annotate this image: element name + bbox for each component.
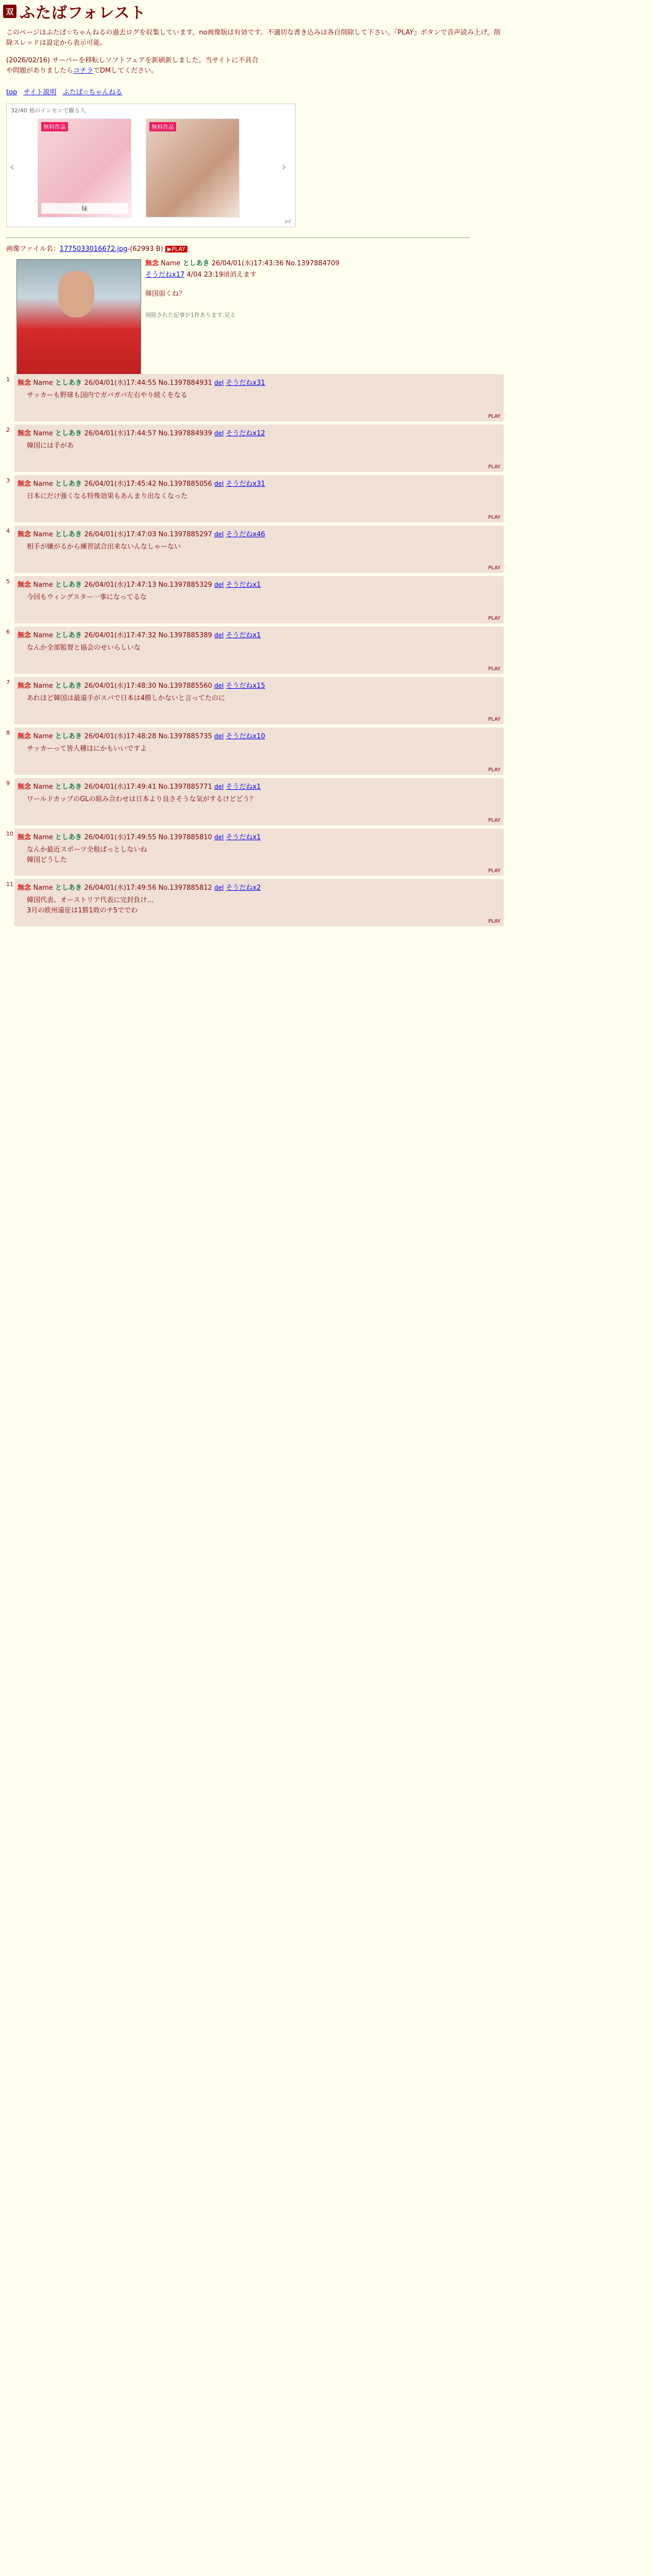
reply-body: ワールドカップのGLの組み合わせは日本より良さそうな気がするけどどう？ bbox=[27, 795, 256, 803]
notice-text: でDMしてください。 bbox=[93, 67, 158, 75]
reply-body: サッカーって皆人種ほにかもいいですよ bbox=[27, 745, 147, 753]
reply-post bbox=[6, 778, 504, 825]
reply-subject: 無念 bbox=[18, 581, 33, 589]
reply-meta bbox=[18, 781, 261, 791]
reply-subject: 無念 bbox=[18, 531, 33, 538]
reply-sodane-button[interactable]: そうだねx10 bbox=[226, 733, 265, 740]
reply-date: 26/04/01(水)17:48:30 No.1397885560 bbox=[84, 682, 215, 690]
reply-number: 1 bbox=[6, 376, 10, 383]
reply-date: 26/04/01(水)17:47:32 No.1397885389 bbox=[84, 632, 215, 639]
reply-date: 26/04/01(水)17:45:42 No.1397885056 bbox=[84, 480, 215, 488]
reply-sodane-button[interactable]: そうだねx31 bbox=[226, 379, 265, 387]
reply-del-link[interactable]: del bbox=[214, 632, 224, 639]
ad-card[interactable] bbox=[38, 118, 131, 217]
reply-name-label: Name bbox=[33, 480, 56, 488]
reply-date: 26/04/01(水)17:47:03 No.1397885297 bbox=[84, 531, 215, 538]
play-button[interactable]: PLAY bbox=[488, 515, 501, 520]
reply-body: 今回もウィングスター一事になってるな bbox=[27, 594, 147, 601]
file-label: 画像ファイル名： bbox=[6, 245, 60, 253]
reply-post bbox=[6, 727, 504, 775]
reply-name-label: Name bbox=[33, 379, 56, 387]
reply-meta bbox=[18, 579, 261, 589]
reply-del-link[interactable]: del bbox=[214, 733, 224, 740]
reply-sodane-button[interactable]: そうだねx1 bbox=[226, 632, 261, 639]
play-button[interactable]: PLAY bbox=[488, 616, 501, 621]
reply-date: 26/04/01(水)17:44:55 No.1397884931 bbox=[84, 379, 215, 387]
reply-name-label: Name bbox=[33, 733, 56, 740]
reply-meta bbox=[18, 731, 265, 740]
reply-name-label: Name bbox=[33, 884, 56, 892]
play-button[interactable]: PLAY bbox=[488, 565, 501, 571]
reply-body: なんか最近スポーツ全般ぱっとしないね 韓国どうした bbox=[27, 846, 147, 864]
nav-futaba-link[interactable]: ふたば☆ちゃんねる bbox=[62, 89, 123, 96]
reply-author: としあき bbox=[55, 783, 84, 791]
reply-sodane-button[interactable]: そうだねx46 bbox=[226, 531, 265, 538]
reply-post bbox=[6, 626, 504, 674]
reply-author: としあき bbox=[55, 531, 84, 538]
op-name-label: Name bbox=[161, 260, 181, 267]
file-link[interactable]: 1775033016672.jpg bbox=[59, 245, 128, 253]
play-button[interactable]: PLAY bbox=[488, 414, 501, 419]
reply-body: なんか全部監督と協会のせいらしいな bbox=[27, 644, 141, 652]
play-button[interactable]: PLAY bbox=[488, 666, 501, 672]
reply-meta bbox=[18, 377, 265, 387]
reply-date: 26/04/01(水)17:49:55 No.1397885810 bbox=[84, 834, 215, 841]
op-sodane-button[interactable]: そうだねx17 bbox=[145, 271, 185, 279]
reply-author: としあき bbox=[55, 379, 84, 387]
reply-meta bbox=[18, 680, 265, 690]
reply-number: 10 bbox=[6, 831, 13, 837]
op-expire: 4/04 23:19頃消えます bbox=[186, 271, 257, 279]
reply-sodane-button[interactable]: そうだねx31 bbox=[226, 480, 265, 488]
reply-date: 26/04/01(水)17:47:13 No.1397885329 bbox=[84, 581, 215, 589]
reply-del-link[interactable]: del bbox=[214, 783, 224, 790]
reply-del-link[interactable]: del bbox=[214, 531, 224, 538]
reply-sodane-button[interactable]: そうだねx15 bbox=[226, 682, 265, 690]
nav-top-link[interactable]: top bbox=[6, 89, 18, 96]
play-button[interactable]: PLAY bbox=[488, 767, 501, 773]
reply-sodane-button[interactable]: そうだねx1 bbox=[226, 581, 261, 589]
play-button[interactable]: PLAY bbox=[488, 717, 501, 722]
description-line: このページはふたば☆ちゃんねるの過去ログを収集しています。no画像版は有効です。不適切な書き込みは各自削除して下さい。『PLAY』ボタンで音声読み上げ。削 bbox=[6, 29, 501, 37]
reply-number: 2 bbox=[6, 427, 10, 433]
reply-author: としあき bbox=[55, 632, 84, 639]
op-note: 削除された記事が1件あります.見る bbox=[145, 312, 236, 318]
op-date: 26/04/01(水)17:43:36 No.1397884709 bbox=[211, 260, 340, 267]
reply-meta bbox=[18, 630, 261, 639]
reply-name-label: Name bbox=[33, 834, 56, 841]
ad-next-icon[interactable]: › bbox=[282, 161, 286, 174]
reply-del-link[interactable]: del bbox=[214, 682, 224, 689]
reply-del-link[interactable]: del bbox=[214, 884, 224, 891]
reply-post bbox=[6, 526, 504, 573]
reply-del-link[interactable]: del bbox=[214, 581, 224, 588]
reply-subject: 無念 bbox=[18, 379, 33, 387]
file-size: -(62993 B) bbox=[127, 245, 163, 253]
reply-body: あれほど韓国は最遠手がスバで日本は4勝しかないと言ってたのに bbox=[27, 694, 226, 702]
reply-subject: 無念 bbox=[18, 834, 33, 841]
reply-body: 日本にだけ強くなる特殊効果もあんまり出なくなった bbox=[27, 493, 188, 500]
reply-author: としあき bbox=[55, 733, 84, 740]
reply-name-label: Name bbox=[33, 783, 56, 791]
contact-link[interactable]: コチラ bbox=[73, 67, 94, 75]
op-body: 韓国弱くね？ bbox=[145, 290, 186, 298]
reply-post bbox=[6, 425, 504, 472]
reply-del-link[interactable]: del bbox=[214, 379, 224, 386]
op-subject: 無念 bbox=[145, 260, 159, 267]
reply-number: 4 bbox=[6, 528, 10, 534]
ad-caption: 妹 bbox=[41, 203, 128, 214]
op-image[interactable] bbox=[16, 259, 141, 387]
ad-label: ad bbox=[284, 219, 291, 225]
ad-card[interactable] bbox=[146, 118, 239, 217]
play-button[interactable]: PLAY bbox=[488, 868, 501, 874]
reply-sodane-button[interactable]: そうだねx2 bbox=[226, 884, 261, 892]
reply-author: としあき bbox=[55, 682, 84, 690]
reply-body: 韓国には手があ bbox=[27, 442, 74, 450]
reply-author: としあき bbox=[55, 581, 84, 589]
reply-body: サッカーも野球も国内でガバガバ左右やり続くをなる bbox=[27, 392, 187, 399]
reply-number: 9 bbox=[6, 780, 10, 787]
ad-banner[interactable] bbox=[6, 104, 296, 227]
ad-prev-icon[interactable]: ‹ bbox=[10, 161, 14, 174]
play-button[interactable]: PLAY bbox=[488, 919, 501, 924]
reply-del-link[interactable]: del bbox=[214, 834, 224, 841]
reply-name-label: Name bbox=[33, 430, 56, 437]
reply-del-link[interactable]: del bbox=[214, 480, 224, 487]
reply-sodane-button[interactable]: そうだねx1 bbox=[226, 834, 261, 841]
ad-tag: 無料作品 bbox=[41, 122, 68, 131]
op-author: としあき bbox=[182, 260, 210, 267]
reply-meta bbox=[18, 882, 261, 892]
expire-flag: ▶PLAY bbox=[165, 246, 187, 252]
play-button[interactable]: PLAY bbox=[488, 464, 501, 470]
reply-subject: 無念 bbox=[18, 430, 33, 437]
reply-del-link[interactable]: del bbox=[214, 430, 224, 437]
site-description bbox=[6, 28, 647, 76]
reply-date: 26/04/01(水)17:44:57 No.1397884939 bbox=[84, 430, 215, 437]
site-header bbox=[0, 0, 653, 23]
reply-author: としあき bbox=[55, 884, 84, 892]
reply-meta bbox=[18, 478, 265, 488]
nav-about-link[interactable]: サイト説明 bbox=[23, 89, 57, 96]
reply-meta bbox=[18, 529, 265, 538]
reply-date: 26/04/01(水)17:48:28 No.1397885735 bbox=[84, 733, 215, 740]
reply-subject: 無念 bbox=[18, 733, 33, 740]
reply-author: としあき bbox=[55, 480, 84, 488]
reply-name-label: Name bbox=[33, 632, 56, 639]
reply-author: としあき bbox=[55, 430, 84, 437]
reply-body: 韓国代表、オーストリア代表に完封負け… 3月の欧州遠征は1勝1敗のチ5ででわ bbox=[27, 896, 154, 914]
ad-image bbox=[146, 119, 239, 217]
reply-date: 26/04/01(水)17:49:41 No.1397885771 bbox=[84, 783, 215, 791]
notice-line bbox=[6, 66, 647, 76]
file-info bbox=[6, 243, 647, 253]
reply-number: 5 bbox=[6, 578, 10, 585]
reply-meta bbox=[18, 832, 261, 841]
description-line: 除スレッドは設定から表示可能。 bbox=[6, 39, 107, 47]
reply-number: 3 bbox=[6, 477, 10, 484]
reply-number: 7 bbox=[6, 679, 10, 686]
reply-meta bbox=[18, 428, 265, 437]
ad-tag: 無料作品 bbox=[149, 122, 176, 131]
reply-body: 相手が嫌がるから練習試合出来ないんなしゃーない bbox=[27, 543, 181, 551]
ad-header: 32/40 他のインセンで観る人 bbox=[11, 107, 86, 114]
notice-text: や問題がありましたら bbox=[6, 67, 74, 75]
op-post bbox=[6, 256, 647, 394]
reply-list bbox=[0, 374, 653, 929]
reply-post bbox=[6, 828, 504, 876]
reply-date: 26/04/01(水)17:49:56 No.1397885812 bbox=[84, 884, 215, 892]
notice-line: (2026/02/16) サーバーを移転しソフトフェアを新刷新しました。当サイトに不具合 bbox=[6, 57, 259, 64]
reply-name-label: Name bbox=[33, 682, 56, 690]
reply-sodane-button[interactable]: そうだねx1 bbox=[226, 783, 261, 791]
site-title[interactable]: ふたばフォレスト bbox=[20, 4, 146, 22]
op-image-face bbox=[58, 271, 94, 317]
reply-post bbox=[6, 879, 504, 926]
nav-links bbox=[6, 87, 647, 96]
site-logo[interactable]: 双 bbox=[3, 5, 16, 18]
reply-gap bbox=[0, 926, 653, 929]
reply-number: 8 bbox=[6, 730, 10, 736]
reply-subject: 無念 bbox=[18, 783, 33, 791]
reply-sodane-button[interactable]: そうだねx12 bbox=[226, 430, 265, 437]
op-meta bbox=[145, 258, 339, 281]
reply-name-label: Name bbox=[33, 531, 56, 538]
reply-number: 11 bbox=[6, 881, 13, 888]
reply-subject: 無念 bbox=[18, 480, 33, 488]
reply-name-label: Name bbox=[33, 581, 56, 589]
reply-author: としあき bbox=[55, 834, 84, 841]
reply-post bbox=[6, 475, 504, 522]
reply-post bbox=[6, 576, 504, 623]
reply-subject: 無念 bbox=[18, 632, 33, 639]
ad-image bbox=[38, 119, 131, 217]
play-button[interactable]: PLAY bbox=[488, 818, 501, 823]
reply-post bbox=[6, 374, 504, 421]
reply-post bbox=[6, 677, 504, 724]
reply-subject: 無念 bbox=[18, 682, 33, 690]
reply-subject: 無念 bbox=[18, 884, 33, 892]
reply-number: 6 bbox=[6, 629, 10, 635]
